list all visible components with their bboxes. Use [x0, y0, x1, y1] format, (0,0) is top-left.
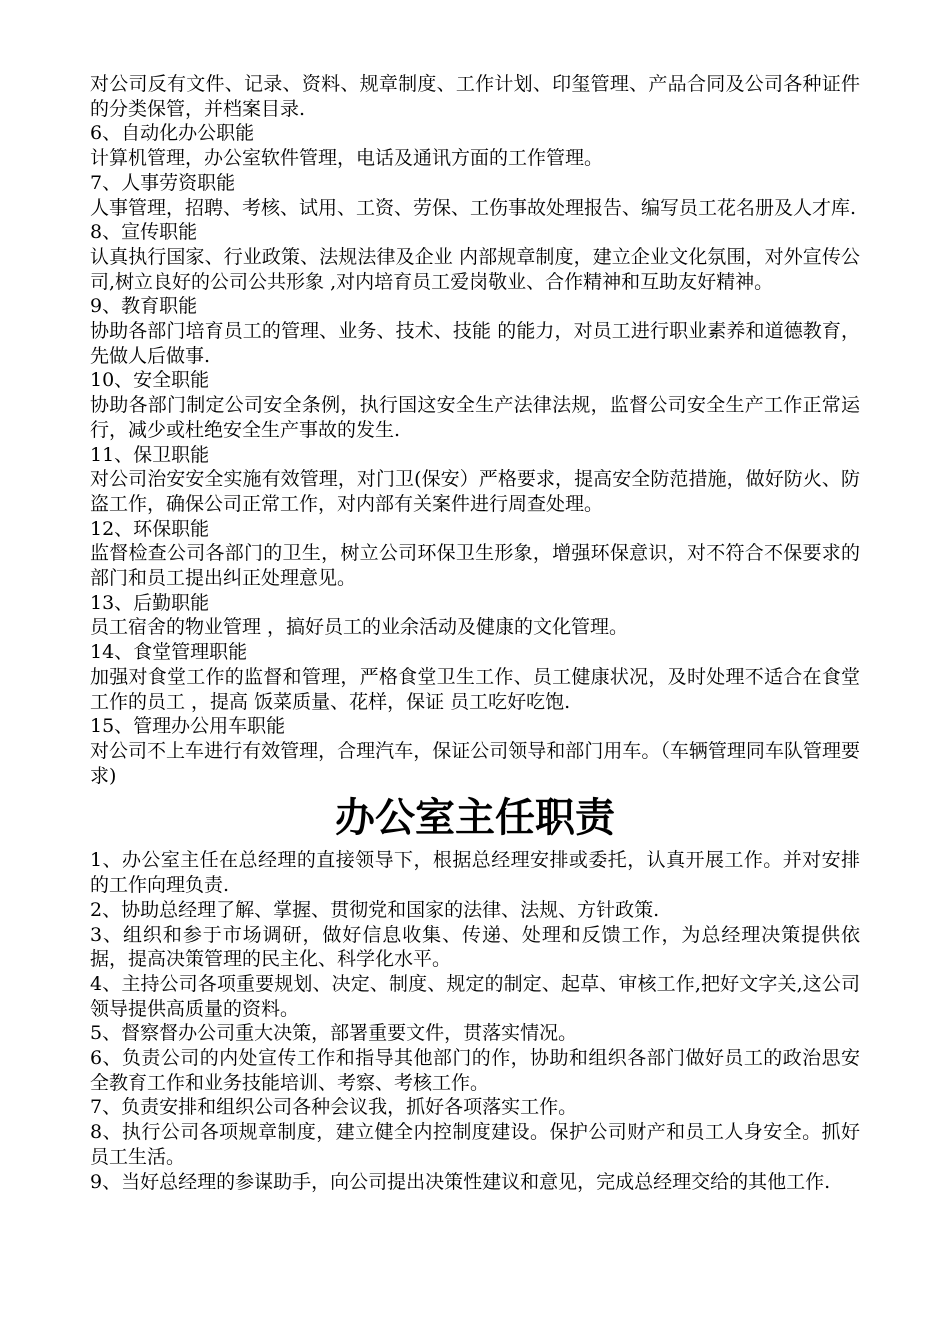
item-heading-14: 14、食堂管理职能	[90, 641, 248, 664]
item-text-15: 对公司不上车进行有效管理，合理汽车，保证公司领导和部门用车。（车辆管理同车队管理要求)	[90, 739, 860, 787]
item-text-13: 员工宿舍的物业管理 ，搞好员工的业余活动及健康的文化管理。	[90, 616, 629, 639]
duty-item-7: 7、负责安排和组织公司各种会议我，抓好各项落实工作。	[90, 1096, 578, 1119]
item-text-11: 对公司治安安全实施有效管理，对门卫(保安）严格要求，提高安全防范措施，做好防火、防盗工作，确保公司正常工作，对内部有关案件进行周查处理。	[90, 468, 860, 515]
item-heading-7: 7、人事劳资职能	[90, 171, 236, 194]
item-heading-15: 15、管理办公用车职能	[90, 715, 286, 738]
duty-item-9: 9、当好总经理的参谋助手，向公司提出决策性建议和意见，完成总经理交给的其他工作.	[90, 1170, 831, 1193]
item-heading-12: 12、环保职能	[90, 517, 210, 540]
duty-item-1: 1、办公室主任在总经理的直接领导下，根据总经理安排或委托，认真开展工作。并对安排的工作向理负责.	[90, 849, 860, 897]
item-text-8: 认真执行国家、行业政策、法规法律及企业 内部规章制度，建立企业文化氛围，对外宣传公司,树立良好的公司公共形象 ,对内培育员工爱岗敬业、合作精神和互助友好精神。	[90, 245, 860, 293]
duty-item-4: 4、主持公司各项重要规划、决定、制度、规定的制定、起草、审核工作,把好文字关,这公司领导提供高质量的资料。	[90, 972, 860, 1020]
item-text-12: 监督检查公司各部门的卫生，树立公司环保卫生形象，增强环保意识，对不符合不保要求的部门和员工提出纠正处理意见。	[90, 542, 860, 590]
duty-item-2: 2、协助总经理了解、掌握、贯彻党和国家的法律、法规、方针政策.	[90, 898, 660, 921]
document-page	[90, 72, 860, 1194]
item-heading-11: 11、保卫职能	[90, 443, 210, 466]
item-text-6: 计算机管理，办公室软件管理，电话及通讯方面的工作管理。	[90, 147, 604, 170]
item-heading-6: 6、自动化办公职能	[90, 122, 255, 145]
duty-item-6: 6、负责公司的内处宣传工作和指导其他部门的作，协助和组织各部门做好员工的政治思安全教育工作和业务技能培训、考察、考核工作。	[90, 1047, 860, 1094]
item-heading-10: 10、安全职能	[90, 369, 210, 392]
duty-item-8: 8、执行公司各项规章制度，建立健全内控制度建设。保护公司财产和员工人身安全。抓好员工生活。	[90, 1121, 860, 1168]
section-title: 办公室主任职责	[335, 795, 615, 842]
item-text-10: 协助各部门制定公司安全条例，执行国这安全生产法律法规，监督公司安全生产工作正常运行，减少或杜绝安全生产事故的发生.	[90, 394, 860, 441]
duty-item-3: 3、组织和参于市场调研，做好信息收集、传递、处理和反馈工作，为总经理决策提供依据，提高决策管理的民主化、科学化水平。	[90, 923, 860, 971]
item-heading-9: 9、教育职能	[90, 295, 198, 318]
item-heading-8: 8、宣传职能	[90, 221, 198, 244]
item-text-14: 加强对食堂工作的监督和管理，严格食堂卫生工作、员工健康状况，及时处理不适合在食堂工作的员工 ，提高 饭菜质量、花样，保证 员工吃好吃饱.	[90, 665, 860, 713]
archive-paragraph: 对公司反有文件、记录、资料、规章制度、工作计划、印玺管理、产品合同及公司各种证件的分类保管，并档案目录.	[90, 73, 860, 120]
item-text-7: 人事管理，招聘、考核、试用、工资、劳保、工伤事故处理报告、编写员工花名册及人才库.	[90, 196, 857, 219]
duty-item-5: 5、督察督办公司重大决策，部署重要文件，贯落实情况。	[90, 1022, 578, 1045]
item-text-9: 协助各部门培育员工的管理、业务、技术、技能 的能力，对员工进行职业素养和道德教育，先做人后做事.	[90, 320, 860, 367]
item-heading-13: 13、后勤职能	[90, 591, 210, 614]
